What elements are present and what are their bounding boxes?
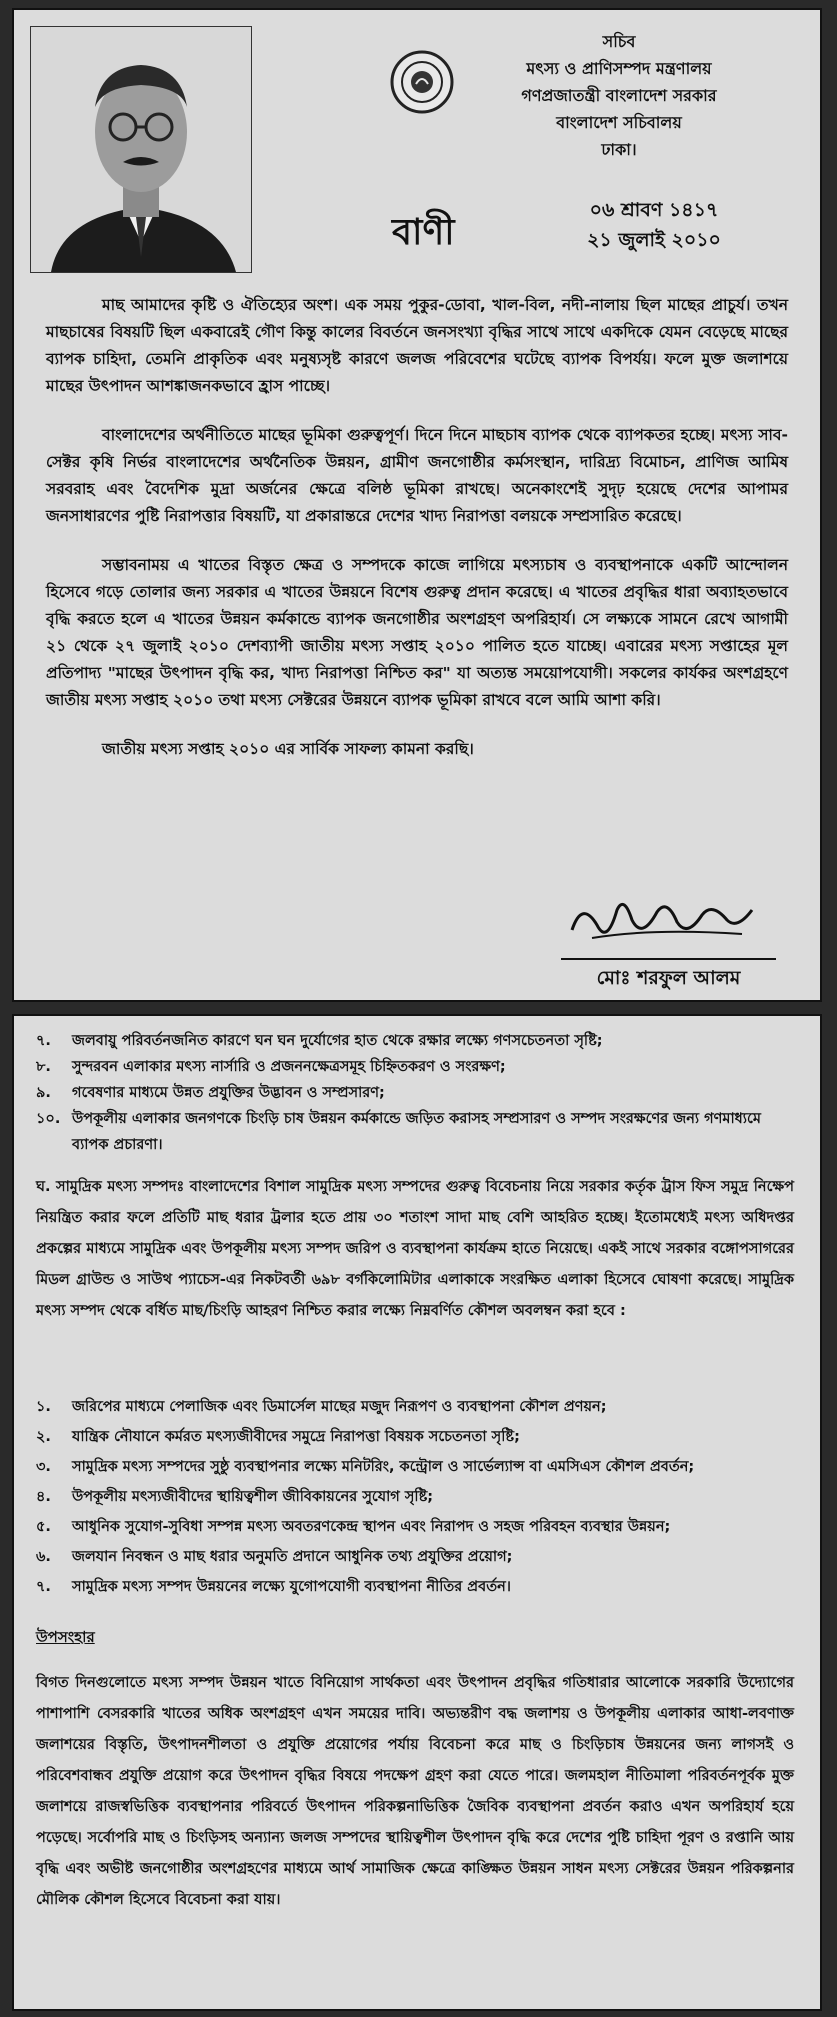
- message-dates: [524, 195, 784, 255]
- address-line: মৎস্য ও প্রাণিসম্পদ মন্ত্রণালয়: [526, 59, 712, 78]
- address-line: সচিব: [602, 32, 636, 51]
- list-item: ৮. সুন্দরবন এলাকার মৎস্য নার্সারি ও প্রজননক্ষেত্রসমূহ চিহ্নিতকরণ ও সংরক্ষণ;: [36, 1059, 506, 1075]
- strategy-list-b: [36, 1392, 794, 1602]
- list-item: ৭. সামুদ্রিক মৎস্য সম্পদ উন্নয়নের লক্ষ্যে যুগোপযোগী ব্যবস্থাপনা নীতির প্রবর্তন।: [36, 1579, 511, 1595]
- strategy-list-a: [36, 1028, 794, 1158]
- date-bangla: ০৬ শ্রাবণ ১৪১৭: [589, 199, 719, 221]
- address-line: বাংলাদেশ সচিবালয়: [556, 113, 682, 132]
- message-paragraph: বাংলাদেশের অর্থনীতিতে মাছের ভূমিকা গুরুত্বপূর্ণ। দিনে দিনে মাছচাষ ব্যাপক থেকে ব্যাপকতর হচ্ছে। মৎস্য সাব-সেক্টর কৃষি নির্ভর বাংলাদেশের অর্থনৈতিক উন্নয়ন, গ্রামীণ জনগোষ্ঠীর কর্মসংস্থান, দারিদ্র্য বিমোচন, প্রাণিজ আমিষ সরবরাহ এবং বৈদেশিক মুদ্রা অর্জনের ক্ষেত্রে বলিষ্ঠ ভূমিকা রাখছে। অনেকাংশেই সুদৃঢ় হয়েছে দেশের আপামর জনসাধারণের পুষ্টি নিরাপত্তার বিষয়টি, যা প্রকারান্তরে দেশের খাদ্য নিরাপত্তা বলয়কে সম্প্রসারিত করেছে।: [46, 426, 788, 525]
- portrait-icon: [31, 27, 251, 272]
- conclusion-text: বিগত দিনগুলোতে মৎস্য সম্পদ উন্নয়ন খাতে বিনিয়োগ সার্থকতা এবং উৎপাদন প্রবৃদ্ধির গতিধারার আলোকে সরকারি উদ্যোগের পাশাপাশি বেসরকারি খাতের অধিক অংশগ্রহণ এখন সময়ের দাবি। অভ্যন্তরীণ বদ্ধ জলাশয় ও উপকূলীয় এলাকার আধা-লবণাক্ত জলাশয়ের বিস্তৃতি, উৎপাদনশীলতা ও প্রযুক্তি প্রয়োগের পর্যায় বিবেচনা করে মাছ ও চিংড়িচাষ উন্নয়নের জন্য লাগসই ও পরিবেশবান্ধব প্রযুক্তি প্রয়োগ করে উৎপাদন বৃদ্ধির বিষয়ে পদক্ষেপ গ্রহণ করা যেতে পারে। জলমহাল নীতিমালা পরিবর্তনপূর্বক মুক্ত জলাশয়ে রাজস্বভিত্তিক ব্যবস্থাপনার পরিবর্তে উৎপাদন পরিকল্পনাভিত্তিক জৈবিক ব্যবস্থাপনা প্রবর্তন করাও এখন অপরিহার্য হয়ে পড়েছে। সর্বোপরি মাছ ও চিংড়িসহ অন্যান্য জলজ সম্পদের স্থায়িত্বশীল উৎপাদন বৃদ্ধি করে দেশের পুষ্টি চাহিদা পূরণ ও রপ্তানি আয় বৃদ্ধি এবং অভীষ্ট জনগোষ্ঠীর অংশগ্রহণের মাধ্যমে আর্থ সামাজিক ক্ষেত্রে কাঙ্ক্ষিত উন্নয়ন সাধন মৎস্য সেক্টরের উন্নয়ন পরিকল্পনার মৌলিক কৌশল হিসেবে বিবেচনা করা যায়।: [36, 1675, 794, 1908]
- list-item: ২. যান্ত্রিক নৌযানে কর্মরত মৎস্যজীবীদের সমুদ্রে নিরাপত্তা বিষয়ক সচেতনতা সৃষ্টি;: [36, 1429, 520, 1445]
- government-seal-icon: [390, 50, 454, 114]
- portrait-photo: [30, 26, 252, 273]
- section-heading: ঘ. সামুদ্রিক মৎস্য সম্পদঃ: [36, 1179, 185, 1195]
- conclusion-heading: উপসংহার: [36, 1628, 95, 1646]
- page-title: বাণী: [392, 211, 455, 253]
- message-body: [46, 292, 788, 785]
- article-panel: [12, 1014, 822, 2011]
- message-panel: [12, 8, 822, 1002]
- list-item: ৯. গবেষণার মাধ্যমে উন্নত প্রযুক্তির উদ্ভাবন ও সম্প্রসারণ;: [36, 1085, 385, 1101]
- list-item: ১. জরিপের মাধ্যমে পেলাজিক এবং ডিমার্সেল মাছের মজুদ নিরূপণ ও ব্যবস্থাপনা কৌশল প্রণয়ন;: [36, 1399, 607, 1415]
- marine-fisheries-section: [36, 1172, 794, 1327]
- message-paragraph: জাতীয় মৎস্য সপ্তাহ ২০১০ এর সার্বিক সাফল্য কামনা করছি।: [102, 740, 474, 758]
- message-paragraph: মাছ আমাদের কৃষ্টি ও ঐতিহ্যের অংশ। এক সময় পুকুর-ডোবা, খাল-বিল, নদী-নালায় ছিল মাছের প্রাচুর্য। তখন মাছচাষের বিষয়টি ছিল একবারেই গৌণ কিন্তু কালের বিবর্তনে জনসংখ্যা বৃদ্ধির সাথে সাথে একদিকে যেমন বেড়েছে মাছের ব্যাপক চাহিদা, তেমনি প্রাকৃতিক এবং মনুষ্যসৃষ্ট কারণে জলজ পরিবেশের ঘটেছে ব্যাপক বিপর্যয়। ফলে মুক্ত জলাশয়ে মাছের উৎপাদন আশঙ্কাজনকভাবে হ্রাস পাচ্ছে।: [46, 296, 788, 395]
- section-text: বাংলাদেশের বিশাল সামুদ্রিক মৎস্য সম্পদের গুরুত্ব বিবেচনায় নিয়ে সরকার কর্তৃক ট্রাস ফিস সমুদ্র নিক্ষেপ নিয়ন্ত্রিত করার ফলে প্রতিটি মাছ ধরার ট্রলার হতে প্রায় ৩০ শতাংশ সাদা মাছ বেশি আহরিত হচ্ছে। ইতোমধ্যেই মৎস্য অধিদপ্তর প্রকল্পের মাধ্যমে সামুদ্রিক এবং উপকূলীয় মৎস্য সম্পদ জরিপ ও ব্যবস্থাপনা কার্যক্রম হাতে নিয়েছে। একই সাথে সরকার বঙ্গোপসাগরের মিডল গ্রাউন্ড ও সাউথ প্যাচেস-এর নিকটবর্তী ৬৯৮ বর্গকিলোমিটার এলাকাকে সংরক্ষিত এলাকা হিসেবে ঘোষণা করেছে। সামুদ্রিক মৎস্য সম্পদ থেকে বর্ধিত মাছ/চিংড়ি আহরণ নিশ্চিত করার লক্ষ্যে নিম্নবর্ণিত কৌশল অবলম্বন করা হবে :: [36, 1179, 794, 1319]
- address-line: গণপ্রজাতন্ত্রী বাংলাদেশ সরকার: [521, 86, 717, 105]
- list-item: ৩. সামুদ্রিক মৎস্য সম্পদের সুষ্ঠু ব্যবস্থাপনার লক্ষ্যে মনিটরিং, কন্ট্রোল ও সার্ভেল্যান্স বা এমসিএস কৌশল প্রবর্তন;: [36, 1459, 695, 1475]
- list-item: ৬. জলযান নিবন্ধন ও মাছ ধরার অনুমতি প্রদানে আধুনিক তথ্য প্রযুক্তির প্রয়োগ;: [36, 1549, 513, 1565]
- signer-name: মোঃ শরফুল আলম: [561, 958, 776, 996]
- message-paragraph: সম্ভাবনাময় এ খাতের বিস্তৃত ক্ষেত্র ও সম্পদকে কাজে লাগিয়ে মৎস্যচাষ ও ব্যবস্থাপনাকে একটি আন্দোলন হিসেবে গড়ে তোলার জন্য সরকার এ খাতের উন্নয়নে বিশেষ গুরুত্ব প্রদান করেছে। এ খাতের প্রবৃদ্ধির ধারা অব্যাহতভাবে বৃদ্ধি করতে হলে এ খাতের উন্নয়ন কর্মকান্ডে ব্যাপক জনগোষ্ঠীর অংশগ্রহণ অপরিহার্য। সে লক্ষ্যকে সামনে রেখে আগামী ২১ থেকে ২৭ জুলাই ২০১০ দেশব্যাপী জাতীয় মৎস্য সপ্তাহ ২০১০ পালিত হতে যাচ্ছে। এবারের মৎস্য সপ্তাহের মূল প্রতিপাদ্য "মাছের উৎপাদন বৃদ্ধি কর, খাদ্য নিরাপত্তা নিশ্চিত কর" যা অত্যন্ত সময়োপযোগী। সকলের কার্যকর অংশগ্রহণে জাতীয় মৎস্য সপ্তাহ ২০১০ তথা মৎস্য সেক্টরের উন্নয়নে ব্যাপক ভূমিকা রাখবে বলে আমি আশা করি।: [46, 556, 788, 709]
- list-item: ৪. উপকূলীয় মৎস্যজীবীদের স্থায়িত্বশীল জীবিকায়নের সুযোগ সৃষ্টি;: [36, 1489, 434, 1505]
- list-item: ৭. জলবায়ু পরিবর্তনজনিত কারণে ঘন ঘন দুর্যোগের হাত থেকে রক্ষার লক্ষ্যে গণসচেতনতা সৃষ্টি;: [36, 1033, 603, 1049]
- office-address: [454, 28, 784, 163]
- address-line: ঢাকা।: [601, 140, 637, 159]
- list-item: ১০. উপকূলীয় এলাকার জনগণকে চিংড়ি চাষ উন্নয়ন কর্মকান্ডে জড়িত করাসহ সম্প্রসারণ ও সম্পদ সংরক্ষণের জন্য গণমাধ্যমে ব্যাপক প্রচারণা।: [36, 1111, 761, 1153]
- signature-icon: [562, 890, 762, 950]
- list-item: ৫. আধুনিক সুযোগ-সুবিধা সম্পন্ন মৎস্য অবতরণকেন্দ্র স্থাপন এবং নিরাপদ ও সহজ পরিবহন ব্যবস্থার উন্নয়ন;: [36, 1519, 671, 1535]
- date-english: ২১ জুলাই ২০১০: [587, 229, 721, 251]
